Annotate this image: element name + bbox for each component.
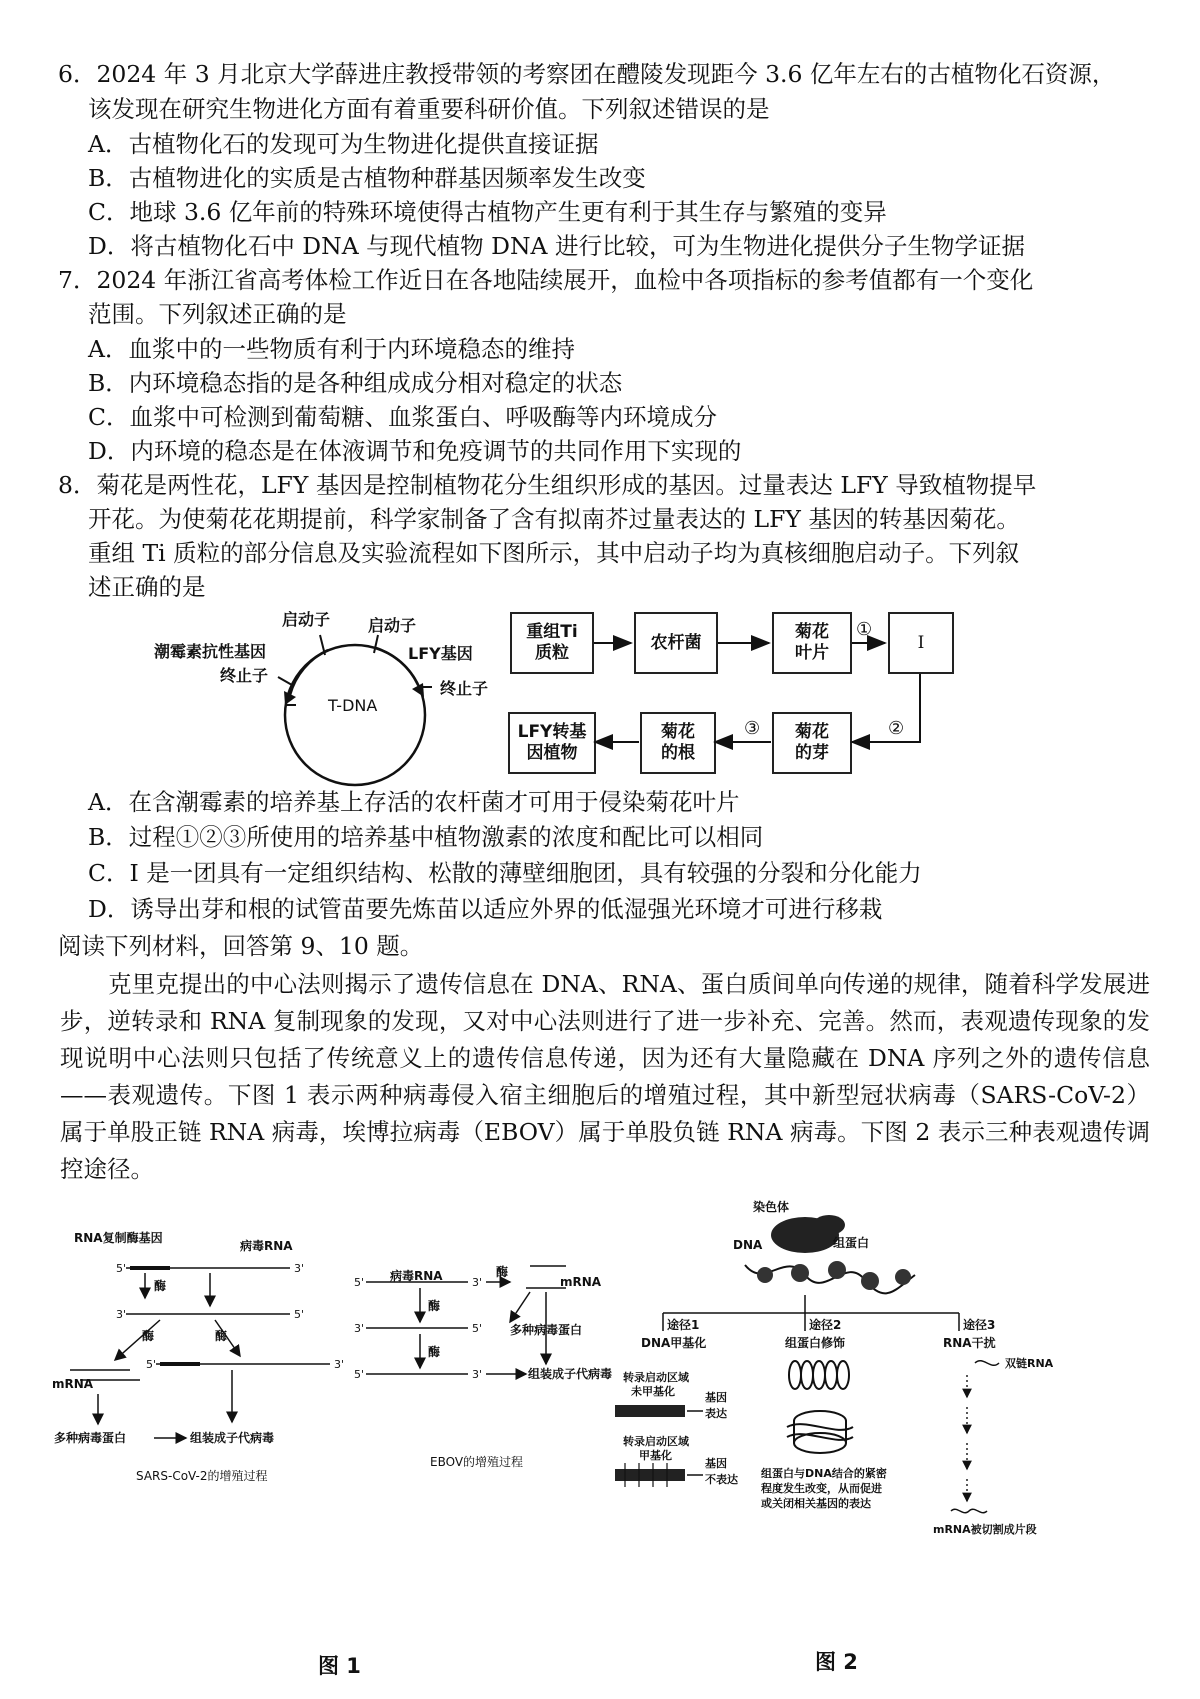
route1-methylated-line2: 甲基化 — [639, 1449, 672, 1462]
svg-text:3': 3' — [334, 1358, 345, 1371]
figure2-label: 图 2 — [815, 1650, 858, 1674]
tdna-label: T-DNA — [328, 696, 378, 715]
nucleosome — [757, 1267, 773, 1283]
svg-text:5': 5' — [472, 1322, 483, 1335]
route1-label: 途径1 — [667, 1318, 700, 1332]
q6-stem-line1: 6．2024 年 3 月北京大学薛进庄教授带领的考察团在醴陵发现距今 3.6 亿年左右的古植物化石资源， — [58, 60, 1116, 88]
ebov-caption: EBOV的增殖过程 — [430, 1455, 524, 1469]
reading-paragraph: 克里克提出的中心法则揭示了遗传信息在 DNA、RNA、蛋白质间单向传递的规律，随着科学发展进步，逆转录和 RNA 复制现象的发现，又对中心法则进行了进一步补充、完善。然而，表观遗传现象的发现说明中心法则只包括了传统意义上的遗传信息传递，因为还有大量隐藏在 DNA 序列之外的遗传信息——表观遗传。下图 1 表示两种病毒侵入宿主细胞后的增殖过程，其中新型冠状病毒（SARS-CoV-2）属于单股正链 RNA 病毒，埃博拉病毒（EBOV）属于单股负链 RNA 病毒。下图 2 表示三种表观遗传调控途径。 — [60, 970, 1150, 1183]
route1-express-label: 表达 — [705, 1407, 727, 1420]
terminator1-label: 终止子 — [220, 666, 269, 685]
ebov-enzyme-1: 酶 — [428, 1299, 441, 1313]
sars-5prime-1: 5' — [116, 1262, 127, 1275]
flow-box-bud: 菊花 的芽 — [772, 712, 852, 774]
flow-box-root: 菊花 的根 — [640, 712, 716, 774]
q7-stem-line2: 范围。下列叙述正确的是 — [88, 300, 347, 328]
svg-text:3': 3' — [472, 1276, 483, 1289]
sars-viral-rna-label: 病毒RNA — [240, 1239, 293, 1253]
step1-marker: ① — [856, 619, 873, 640]
sars-cov2-diagram — [50, 1228, 370, 1488]
histone-label: 组蛋白 — [833, 1236, 870, 1250]
flow-box-ti-plasmid: 重组Ti 质粒 — [510, 612, 594, 674]
terminator2-label: 终止子 — [440, 679, 489, 698]
route1-gene-label-1: 基因 — [705, 1391, 727, 1404]
dsrna-label: 双链RNA — [1005, 1357, 1054, 1370]
route2-label: 途径2 — [809, 1318, 842, 1332]
rnai-title: RNA干扰 — [943, 1336, 996, 1350]
sars-assemble-label: 组装成子代病毒 — [190, 1431, 275, 1445]
unmethylated-dna-bar — [615, 1405, 685, 1417]
route1-methylated-line1: 转录启动区域 — [623, 1435, 689, 1448]
q8-stem-line4: 述正确的是 — [88, 573, 206, 601]
coiled-chromatin — [789, 1361, 849, 1389]
sars-caption: SARS-CoV-2的增殖过程 — [136, 1469, 268, 1483]
q6-stem-line2: 该发现在研究生物进化方面有着重要科研价值。下列叙述错误的是 — [88, 95, 770, 123]
svg-text:3': 3' — [472, 1368, 483, 1381]
route1-unmethylated-line1: 转录启动区域 — [623, 1371, 689, 1384]
flow-box-transgenic-plant: LFY转基 因植物 — [508, 712, 596, 774]
sars-mrna-label: mRNA — [52, 1377, 94, 1391]
dna-methylation-title: DNA甲基化 — [641, 1336, 707, 1350]
svg-text:5': 5' — [354, 1276, 365, 1289]
flow-box-callus: I — [888, 612, 954, 674]
flow-box-leaf: 菊花 叶片 — [772, 612, 852, 674]
figure1-label: 图 1 — [318, 1654, 361, 1678]
q7-option-b: B．内环境稳态指的是各种组成成分相对稳定的状态 — [88, 369, 623, 397]
sars-3prime-1: 3' — [294, 1262, 305, 1275]
ebov-viral-rna-label: 病毒RNA — [390, 1269, 443, 1283]
histone-desc-line1: 组蛋白与DNA结合的紧密 — [761, 1467, 887, 1480]
q7-option-a: A．血浆中的一些物质有利于内环境稳态的维持 — [88, 335, 575, 363]
sars-enzyme-1: 酶 — [154, 1279, 167, 1293]
ebov-mrna-label: mRNA — [560, 1275, 602, 1289]
q7-option-c: C．血浆中可检测到葡萄糖、血浆蛋白、呼吸酶等内环境成分 — [88, 403, 717, 431]
lfy-gene-label: LFY基因 — [408, 644, 473, 663]
promoter2-pointer — [374, 635, 378, 653]
sars-enzyme-2: 酶 — [142, 1329, 155, 1343]
chromosome-label: 染色体 — [753, 1200, 790, 1214]
resistance-gene-label: 潮霉素抗性基因 — [154, 642, 267, 661]
epigenetics-diagram — [615, 1195, 1085, 1635]
svg-text:3': 3' — [116, 1308, 127, 1321]
sars-enzyme-3: 酶 — [215, 1329, 228, 1343]
q8-stem-line2: 开花。为使菊花花期提前，科学家制备了含有拟南芥过量表达的 LFY 基因的转基因菊花。 — [88, 505, 1020, 533]
promoter2-label: 启动子 — [368, 616, 417, 635]
q8-option-d: D．诱导出芽和根的试管苗要先炼苗以适应外界的低湿强光环境才可进行移栽 — [88, 895, 883, 923]
promoter1-label: 启动子 — [282, 610, 331, 629]
svg-text:5': 5' — [354, 1368, 365, 1381]
q8-option-b: B．过程①②③所使用的培养基中植物激素的浓度和配比可以相同 — [88, 823, 764, 851]
svg-text:5': 5' — [146, 1358, 157, 1371]
q6-option-d: D．将古植物化石中 DNA 与现代植物 DNA 进行比较，可为生物进化提供分子生物学证据 — [88, 232, 1025, 260]
ebov-diagram — [350, 1260, 630, 1490]
resistance-gene-arc — [290, 650, 328, 695]
q7-stem-line1: 7．2024 年浙江省高考体检工作近日在各地陆续展开，血检中各项指标的参考值都有一个变化 — [58, 266, 1034, 294]
route3-label: 途径3 — [963, 1318, 996, 1332]
mrna-fragments — [951, 1509, 987, 1512]
nucleosome-drum — [787, 1411, 853, 1453]
step3-marker: ③ — [744, 718, 761, 739]
q6-option-c: C．地球 3.6 亿年前的特殊环境使得古植物产生更有利于其生存与繁殖的变异 — [88, 198, 887, 226]
svg-text:3': 3' — [354, 1322, 365, 1335]
q7-option-d: D．内环境的稳态是在体液调节和免疫调节的共同作用下实现的 — [88, 437, 742, 465]
dsrna-squiggle — [975, 1361, 999, 1366]
q6-option-b: B．古植物进化的实质是古植物种群基因频率发生改变 — [88, 164, 646, 192]
flow-arrows — [500, 600, 970, 790]
q6-option-a: A．古植物化石的发现可为生物进化提供直接证据 — [88, 130, 599, 158]
flow-box-agrobacterium: 农杆菌 — [634, 612, 718, 674]
step2-marker: ② — [888, 718, 905, 739]
histone-mod-title: 组蛋白修饰 — [785, 1336, 846, 1350]
mrna-cut-label: mRNA被切割成片段 — [933, 1523, 1037, 1536]
route1-gene-label-2: 基因 — [705, 1457, 727, 1470]
histone-desc-line2: 程度发生改变，从而促进 — [761, 1482, 882, 1495]
reading-intro: 阅读下列材料，回答第 9、10 题。 — [58, 932, 424, 960]
route1-no-express-label: 不表达 — [705, 1473, 738, 1486]
ebov-assemble-label: 组装成子代病毒 — [528, 1367, 613, 1381]
terminator1-pointer — [278, 677, 292, 685]
dna-label: DNA — [733, 1238, 763, 1252]
histone-desc-line3: 或关闭相关基因的表达 — [761, 1497, 871, 1510]
ebov-enzyme-3: 酶 — [496, 1265, 509, 1279]
sars-proteins-label: 多种病毒蛋白 — [54, 1431, 127, 1445]
q8-stem-line3: 重组 Ti 质粒的部分信息及实验流程如下图所示，其中启动子均为真核细胞启动子。下列叙 — [88, 539, 1020, 567]
q8-stem-line1: 8．菊花是两性花，LFY 基因是控制植物花分生组织形成的基因。过量表达 LFY 导致植物提早 — [58, 471, 1037, 499]
sars-rep-gene-label: RNA复制酶基因 — [74, 1231, 163, 1245]
ti-plasmid-diagram — [150, 605, 510, 805]
ebov-proteins-label: 多种病毒蛋白 — [510, 1323, 583, 1337]
ebov-enzyme-2: 酶 — [428, 1345, 441, 1359]
q8-option-c: C．I 是一团具有一定组织结构、松散的薄壁细胞团，具有较强的分裂和分化能力 — [88, 859, 922, 887]
svg-text:5': 5' — [294, 1308, 305, 1321]
route1-unmethylated-line2: 未甲基化 — [631, 1385, 675, 1398]
q8-option-a: A．在含潮霉素的培养基上存活的农杆菌才可用于侵染菊花叶片 — [88, 788, 740, 816]
